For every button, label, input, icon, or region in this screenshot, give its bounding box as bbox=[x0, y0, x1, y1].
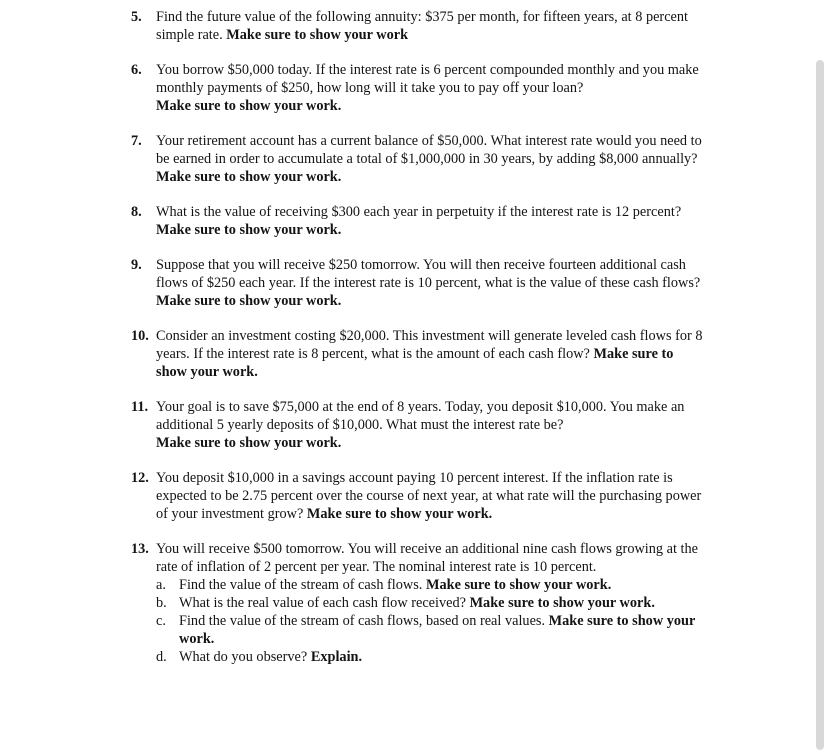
question-number: 11. bbox=[131, 399, 149, 415]
question-text: Your goal is to save $75,000 at the end of 8 years. Today, you deposit $10,000. You make an additional 5 yearly deposits of $10,000. What must the interest rate be? bbox=[156, 399, 685, 433]
sub-question-text: Find the value of the stream of cash flows, based on real values. bbox=[179, 613, 546, 629]
question-text: Consider an investment costing $20,000. This investment will generate leveled cash flows for 8 years. If the interest rate is 8 percent, what is the amount of each cash flow? bbox=[156, 328, 703, 362]
question-text: What is the value of receiving $300 each year in perpetuity if the interest rate is 12 percent? bbox=[156, 204, 682, 220]
question-7 bbox=[131, 132, 706, 186]
sub-question-letter: b. bbox=[156, 595, 167, 611]
question-emphasis: Make sure to show your work. bbox=[156, 98, 342, 114]
sub-question-letter: a. bbox=[156, 577, 166, 593]
question-emphasis: Make sure to show your work. bbox=[156, 169, 342, 185]
question-number: 7. bbox=[131, 133, 142, 149]
question-text: Find the future value of the following annuity: $375 per month, for fifteen years, at 8 percent simple rate. bbox=[156, 9, 689, 43]
question-number: 8. bbox=[131, 204, 142, 220]
question-13 bbox=[131, 540, 706, 666]
question-number: 13. bbox=[131, 541, 149, 557]
sub-question-list bbox=[156, 576, 706, 666]
sub-question-b bbox=[156, 594, 706, 612]
sub-question-d bbox=[156, 648, 706, 666]
question-text: Your retirement account has a current balance of $50,000. What interest rate would you need to be earned in order to accumulate a total of $1,000,000 in 30 years, by adding $8,000 annually? bbox=[156, 133, 702, 167]
question-number: 10. bbox=[131, 328, 149, 344]
sub-question-a bbox=[156, 576, 706, 594]
question-9 bbox=[131, 256, 706, 310]
question-emphasis: Make sure to show your work bbox=[226, 27, 409, 43]
question-number: 5. bbox=[131, 9, 142, 25]
question-8 bbox=[131, 203, 706, 239]
question-number: 12. bbox=[131, 470, 149, 486]
question-11 bbox=[131, 398, 706, 452]
sub-question-emphasis: Make sure to show your work. bbox=[469, 595, 655, 611]
question-5 bbox=[131, 8, 706, 44]
question-12 bbox=[131, 469, 706, 523]
sub-question-text: What do you observe? bbox=[179, 649, 308, 665]
question-emphasis: Make sure to show your work. bbox=[156, 346, 674, 380]
question-number: 9. bbox=[131, 257, 142, 273]
question-text: Suppose that you will receive $250 tomorrow. You will then receive fourteen additional cash flows of $250 each year. If the interest rate is 10 percent, what is the value of these cash flows? bbox=[156, 257, 701, 291]
question-text: You borrow $50,000 today. If the interest rate is 6 percent compounded monthly and you make monthly payments of $250, how long will it take you to pay off your loan? bbox=[156, 62, 699, 96]
question-text: You will receive $500 tomorrow. You will receive an additional nine cash flows growing at the rate of inflation of 2 percent per year. The nominal interest rate is 10 percent. bbox=[156, 541, 698, 575]
sub-question-emphasis: Make sure to show your work. bbox=[179, 613, 696, 647]
sub-question-letter: c. bbox=[156, 613, 166, 629]
question-emphasis: Make sure to show your work. bbox=[156, 293, 342, 309]
question-6 bbox=[131, 61, 706, 115]
sub-question-text: Find the value of the stream of cash flows. bbox=[179, 577, 423, 593]
question-number: 6. bbox=[131, 62, 142, 78]
sub-question-c bbox=[156, 612, 706, 648]
sub-question-emphasis: Make sure to show your work. bbox=[425, 577, 612, 593]
question-list bbox=[131, 8, 706, 683]
question-10 bbox=[131, 327, 706, 381]
question-emphasis: Make sure to show your work. bbox=[156, 222, 342, 238]
scrollbar[interactable] bbox=[816, 60, 824, 750]
question-emphasis: Make sure to show your work. bbox=[306, 506, 493, 522]
sub-question-letter: d. bbox=[156, 649, 167, 665]
question-emphasis: Make sure to show your work. bbox=[156, 435, 342, 451]
question-text: You deposit $10,000 in a savings account paying 10 percent interest. If the inflation rate is expected to be 2.75 percent over the course of next year, at what rate will the purchasing power of your investment grow? bbox=[156, 470, 702, 522]
sub-question-emphasis: Explain. bbox=[310, 649, 363, 665]
sub-question-text: What is the real value of each cash flow received? bbox=[179, 595, 466, 611]
